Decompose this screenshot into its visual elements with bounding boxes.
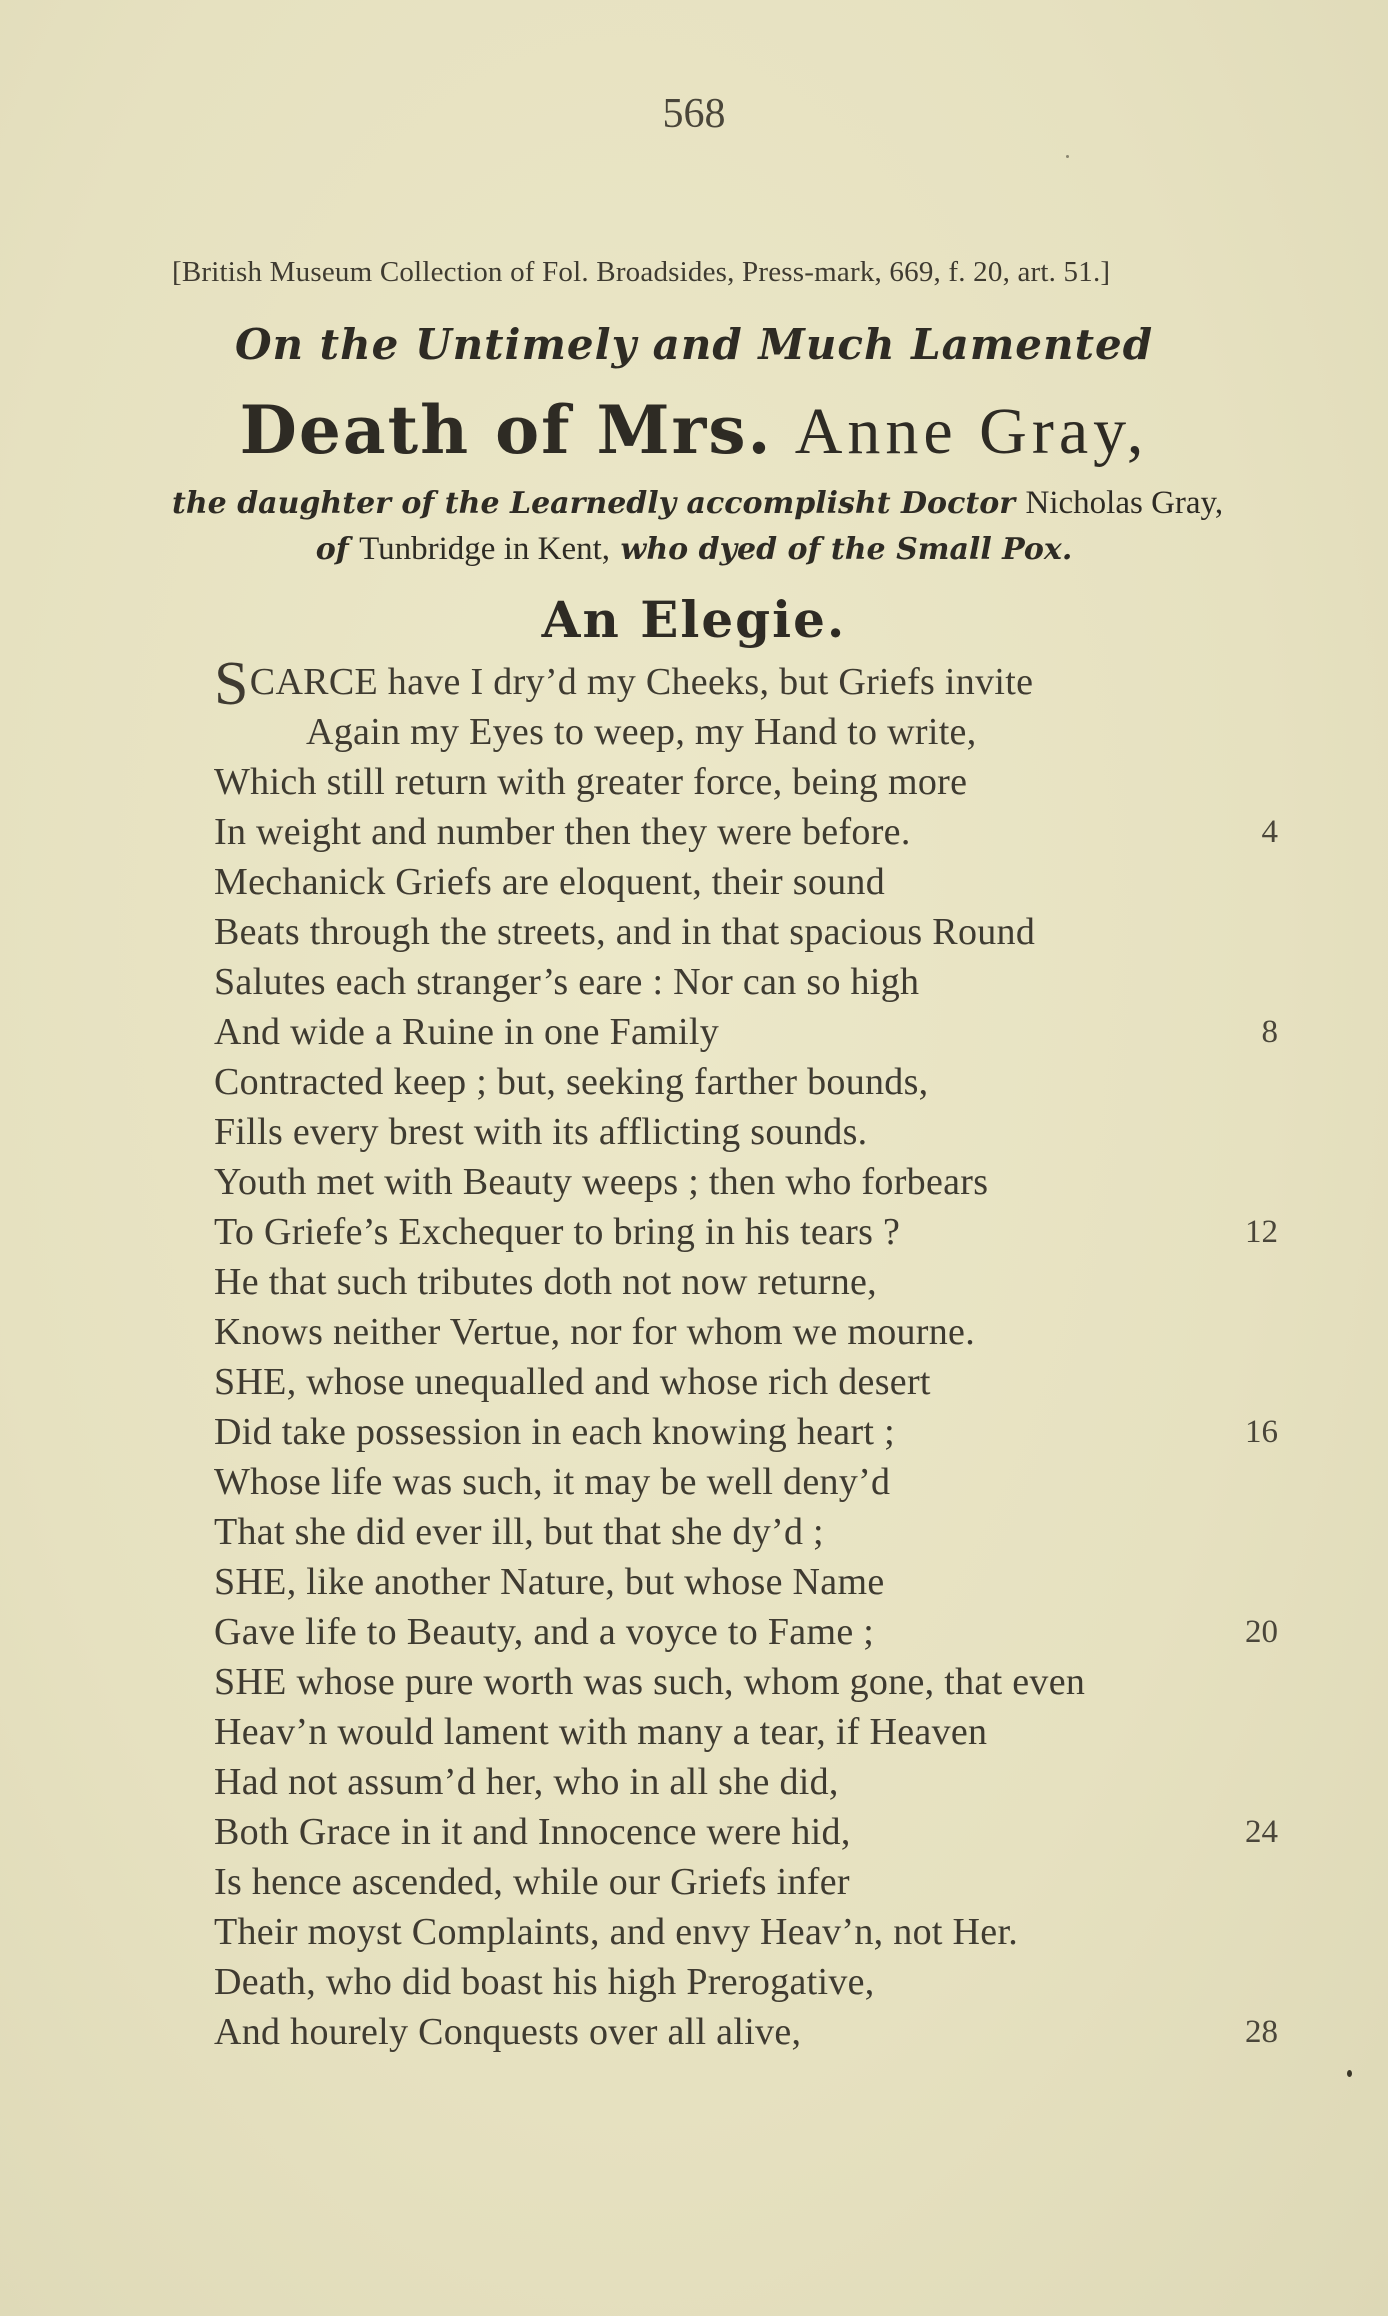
poem-line: [214, 1560, 885, 1604]
line-number: 4: [1261, 814, 1278, 850]
poem-line-text: Had not assum’d her, who in all she did,: [214, 1761, 839, 1803]
poem-line: [214, 1910, 1018, 1954]
poem-line-text: SHE, like another Nature, but whose Name: [214, 1561, 885, 1603]
poem-line: [214, 1760, 839, 1804]
poem-line-text: And wide a Ruine in one Family: [214, 1011, 720, 1053]
line-number: 16: [1245, 1414, 1278, 1450]
title-of: of: [315, 532, 349, 567]
poem-line: [214, 1610, 874, 1654]
poem-line: [214, 1860, 850, 1904]
line-number: 24: [1245, 1814, 1278, 1850]
poem-line: [214, 1060, 928, 1104]
poem-line-text: CARCE have I dry’d my Cheeks, but Griefs invite: [249, 661, 1034, 703]
poem-line: [214, 1360, 931, 1404]
poem-line-text: SHE whose pure worth was such, whom gone, that even: [214, 1661, 1086, 1703]
poem-line: [306, 710, 977, 754]
poem-line-text: To Griefe’s Exchequer to bring in his tears ?: [214, 1211, 901, 1253]
poem-line: [214, 1510, 824, 1554]
title-tunbridge: Tunbridge in Kent,: [359, 531, 611, 567]
line-number: 12: [1245, 1214, 1278, 1250]
poem-line: [214, 1410, 895, 1454]
title-line-2: [0, 388, 1388, 470]
poem-line-text: SHE, whose unequalled and whose rich desert: [214, 1361, 931, 1403]
poem-line-text: He that such tributes doth not now returne,: [214, 1261, 877, 1303]
poem-line: [214, 1710, 987, 1754]
poem-line: [214, 650, 1034, 718]
poem-line-text: In weight and number then they were before.: [214, 811, 911, 853]
poem-line: [214, 1810, 851, 1854]
poem-line-text: Salutes each stranger’s eare : Nor can so high: [214, 961, 920, 1003]
line-number: 28: [1245, 2014, 1278, 2050]
poem-line: [214, 1460, 890, 1504]
ink-speck: [1347, 2070, 1352, 2077]
poem-line-text: And hourely Conquests over all alive,: [214, 2011, 802, 2053]
poem-line: [214, 1160, 988, 1204]
poem-line-text: That she did ever ill, but that she dy’d ;: [214, 1511, 824, 1553]
drop-cap: S: [214, 650, 249, 718]
poem-line-text: Gave life to Beauty, and a voyce to Fame ;: [214, 1611, 875, 1653]
subtitle-elegie: An Elegie.: [541, 590, 847, 649]
page-number: 568: [662, 91, 726, 137]
poem-line-text: Fills every brest with its afflicting sounds.: [214, 1111, 868, 1153]
poem-line-text: Heav’n would lament with many a tear, if Heaven: [214, 1711, 988, 1753]
poem-line: [214, 1010, 719, 1054]
title-line-3: [172, 482, 1292, 522]
poem-line-text: Did take possession in each knowing heart ;: [214, 1411, 895, 1453]
poem-line-text: Which still return with greater force, being more: [214, 761, 968, 803]
title-anne-gray: Anne Gray,: [794, 395, 1149, 468]
poem-line-text: Mechanick Griefs are eloquent, their sound: [214, 861, 886, 903]
source-note: [British Museum Collection of Fol. Broadsides, Press-mark, 669, f. 20, art. 51.]: [172, 256, 1111, 288]
title-daughter-of: the daughter of the Learnedly accomplisht Doctor: [172, 486, 1016, 521]
poem-line: [214, 1960, 875, 2004]
poem-line: [214, 2010, 801, 2054]
poem-line: [214, 760, 967, 804]
poem-line: [214, 960, 919, 1004]
poem-line-text: Their moyst Complaints, and envy Heav’n, not Her.: [214, 1911, 1019, 1953]
line-number: 8: [1261, 1014, 1278, 1050]
paper-speck: [1066, 155, 1069, 158]
title-nicholas-gray: Nicholas Gray,: [1025, 485, 1224, 521]
poem-line-text: Knows neither Vertue, nor for whom we mourne.: [214, 1311, 976, 1353]
poem-line-text: Again my Eyes to weep, my Hand to write,: [306, 711, 977, 753]
title-death-of-mrs: Death of Mrs.: [239, 391, 773, 469]
poem-line-text: Youth met with Beauty weeps ; then who forbears: [214, 1161, 989, 1203]
poem-line-text: Contracted keep ; but, seeking farther bounds,: [214, 1061, 929, 1103]
poem-line: [214, 1260, 877, 1304]
poem-line: [214, 810, 911, 854]
poem-line: [214, 910, 1035, 954]
poem-line: [214, 1210, 900, 1254]
poem-line-text: Both Grace in it and Innocence were hid,: [214, 1811, 851, 1853]
title-line-4: [0, 528, 1388, 568]
poem-line: [214, 860, 885, 904]
poem-line-text: Is hence ascended, while our Griefs infer: [214, 1861, 850, 1903]
poem-line: [214, 1310, 975, 1354]
poem-line-text: Beats through the streets, and in that spacious Round: [214, 911, 1036, 953]
line-number: 20: [1245, 1614, 1278, 1650]
title-who-dyed: who dyed of the Small Pox.: [620, 532, 1073, 567]
poem-line: [214, 1660, 1085, 1704]
title-line-1: On the Untimely and Much Lamented: [234, 320, 1154, 369]
poem-line-text: Death, who did boast his high Prerogative,: [214, 1961, 875, 2003]
poem-line-text: Whose life was such, it may be well deny’d: [214, 1461, 891, 1503]
poem-line: [214, 1110, 867, 1154]
